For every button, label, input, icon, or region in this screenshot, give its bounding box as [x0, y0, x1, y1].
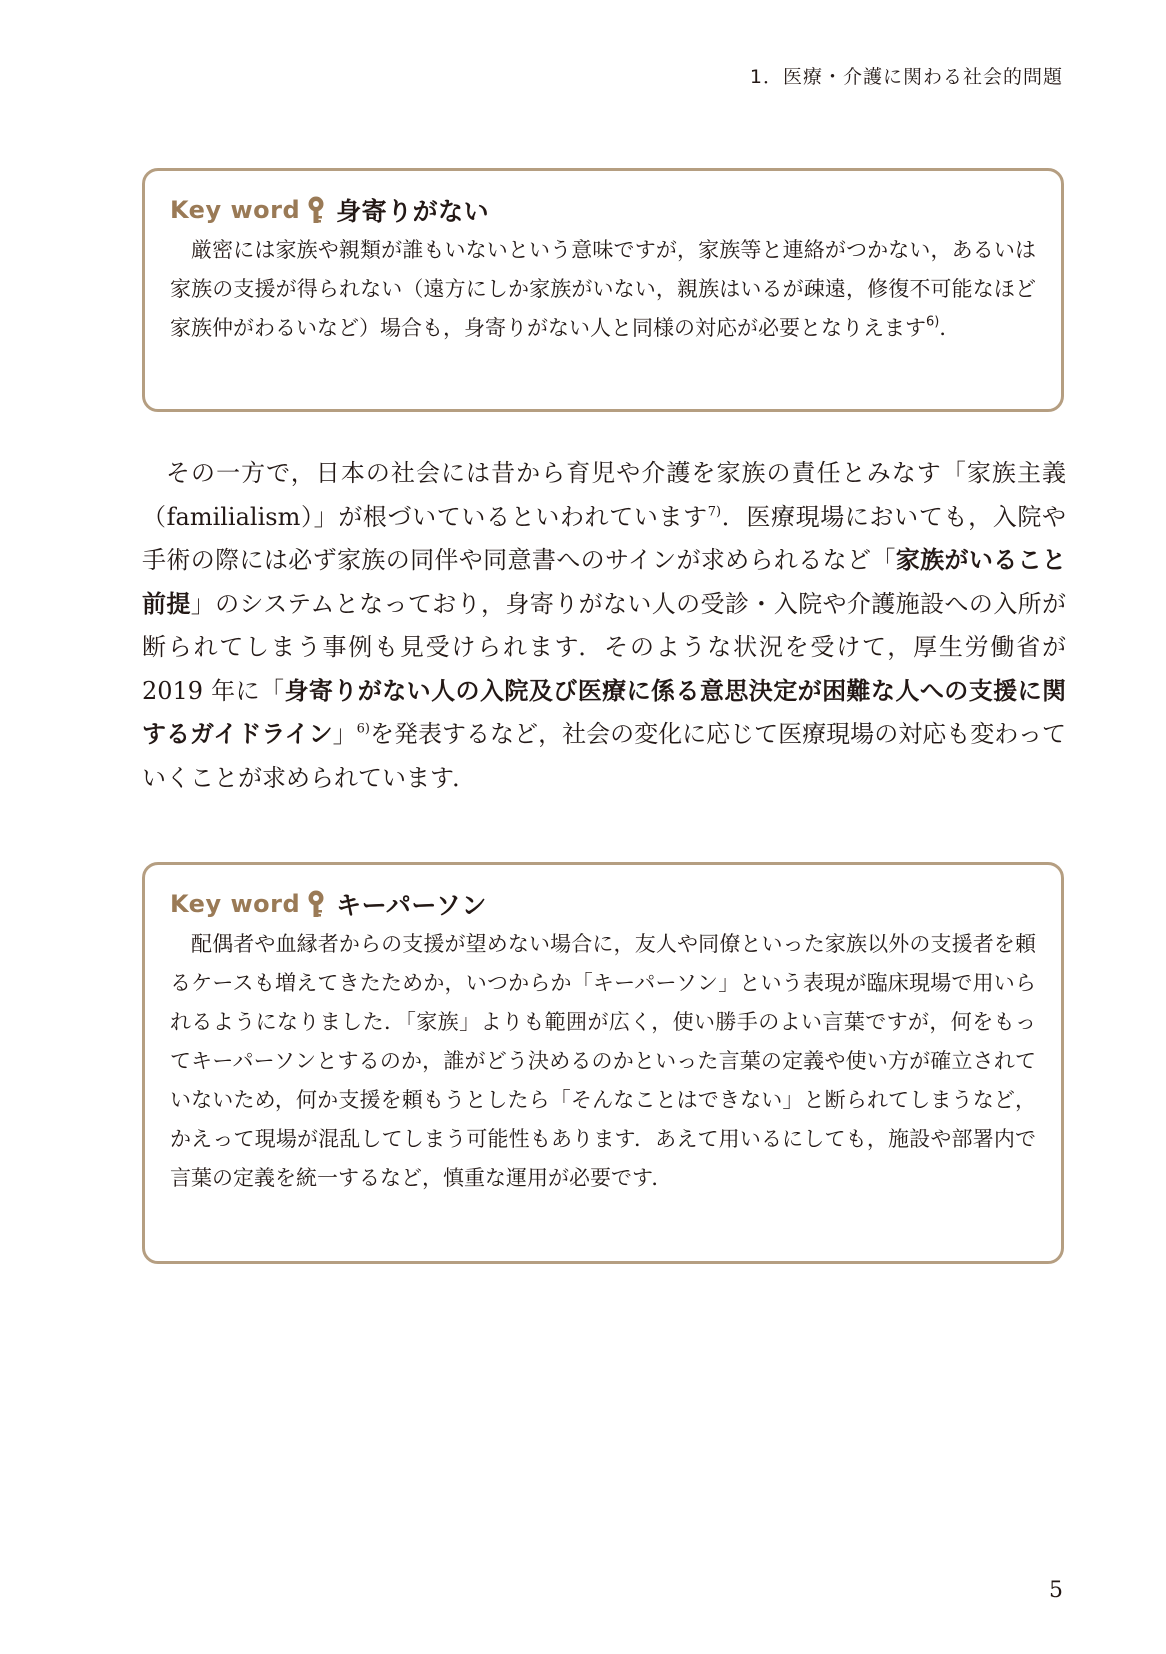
keyword-label: Key word: [170, 196, 301, 224]
main-paragraph: その一方で，日本の社会には昔から育児や介護を家族の責任とみなす「家族主義（familialism）」が根づいているといわれています$^{7)}$．医療現場においても，入院や手術の際には必ず家族の同伴や同意書へのサインが求められるなど「家族がいること前提」のシステムとなっており，身寄りがない人の受診・入院や介護施設への入所が断られてしまう事例も見受けられます．そのような状況を受けて，厚生労働省が 2019 年に「身寄りがない人の入院及び医療に係る意思決定が困難な人への支援に関するガイドライン」$^{6)}$を発表するなど，社会の変化に応じて医療現場の対応も変わっていくことが求められています．: [142, 459, 1067, 792]
keyword-heading: [170, 887, 1036, 921]
keyword-box-mimoyori: [142, 168, 1064, 412]
reference-superscript: 7): [707, 503, 722, 519]
keyword-box-keyperson: [142, 862, 1064, 1264]
keyword-title: 身寄りがない: [336, 197, 490, 226]
emphasis-text: 家族がいること前提: [142, 546, 1066, 618]
running-header: 1．医療・介護に関わる社会的問題: [749, 66, 1063, 88]
guideline-title: 身寄りがない人の入院及び医療に係る意思決定が困難な人への支援に関するガイドライン: [142, 676, 1067, 748]
keyword-title: キーパーソン: [336, 891, 487, 920]
page-number: 5: [1049, 1578, 1063, 1603]
key-icon: [306, 195, 326, 225]
keyword-body: 厳密には家族や親類が誰もいないという意味ですが，家族等と連絡がつかない，あるいは家族の支援が得られない（遠方にしか家族がいない，親族はいるが疎遠，修復不可能なほど家族仲がわるいなど）場合も，身寄りがない人と同様の対応が必要となりえます$^{6)}$．: [170, 238, 1036, 340]
reference-superscript: 6): [356, 721, 370, 737]
keyword-heading: [170, 193, 1036, 227]
reference-superscript: 6): [926, 314, 940, 330]
key-icon: [306, 889, 326, 919]
keyword-body: 配偶者や血縁者からの支援が望めない場合に，友人や同僚といった家族以外の支援者を頼るケースも増えてきたためか，いつからか「キーパーソン」という表現が臨床現場で用いられるようになりました．「家族」よりも範囲が広く，使い勝手のよい言葉ですが，何をもってキーパーソンとするのか，誰がどう決めるのかといった言葉の定義や使い方が確立されていないため，何か支援を頼もうとしたら「そんなことはできない」と断られてしまうなど，かえって現場が混乱してしまう可能性もあります．あえて用いるにしても，施設や部署内で言葉の定義を統一するなど，慎重な運用が必要です．: [170, 932, 1036, 1190]
keyword-label: Key word: [170, 890, 301, 918]
